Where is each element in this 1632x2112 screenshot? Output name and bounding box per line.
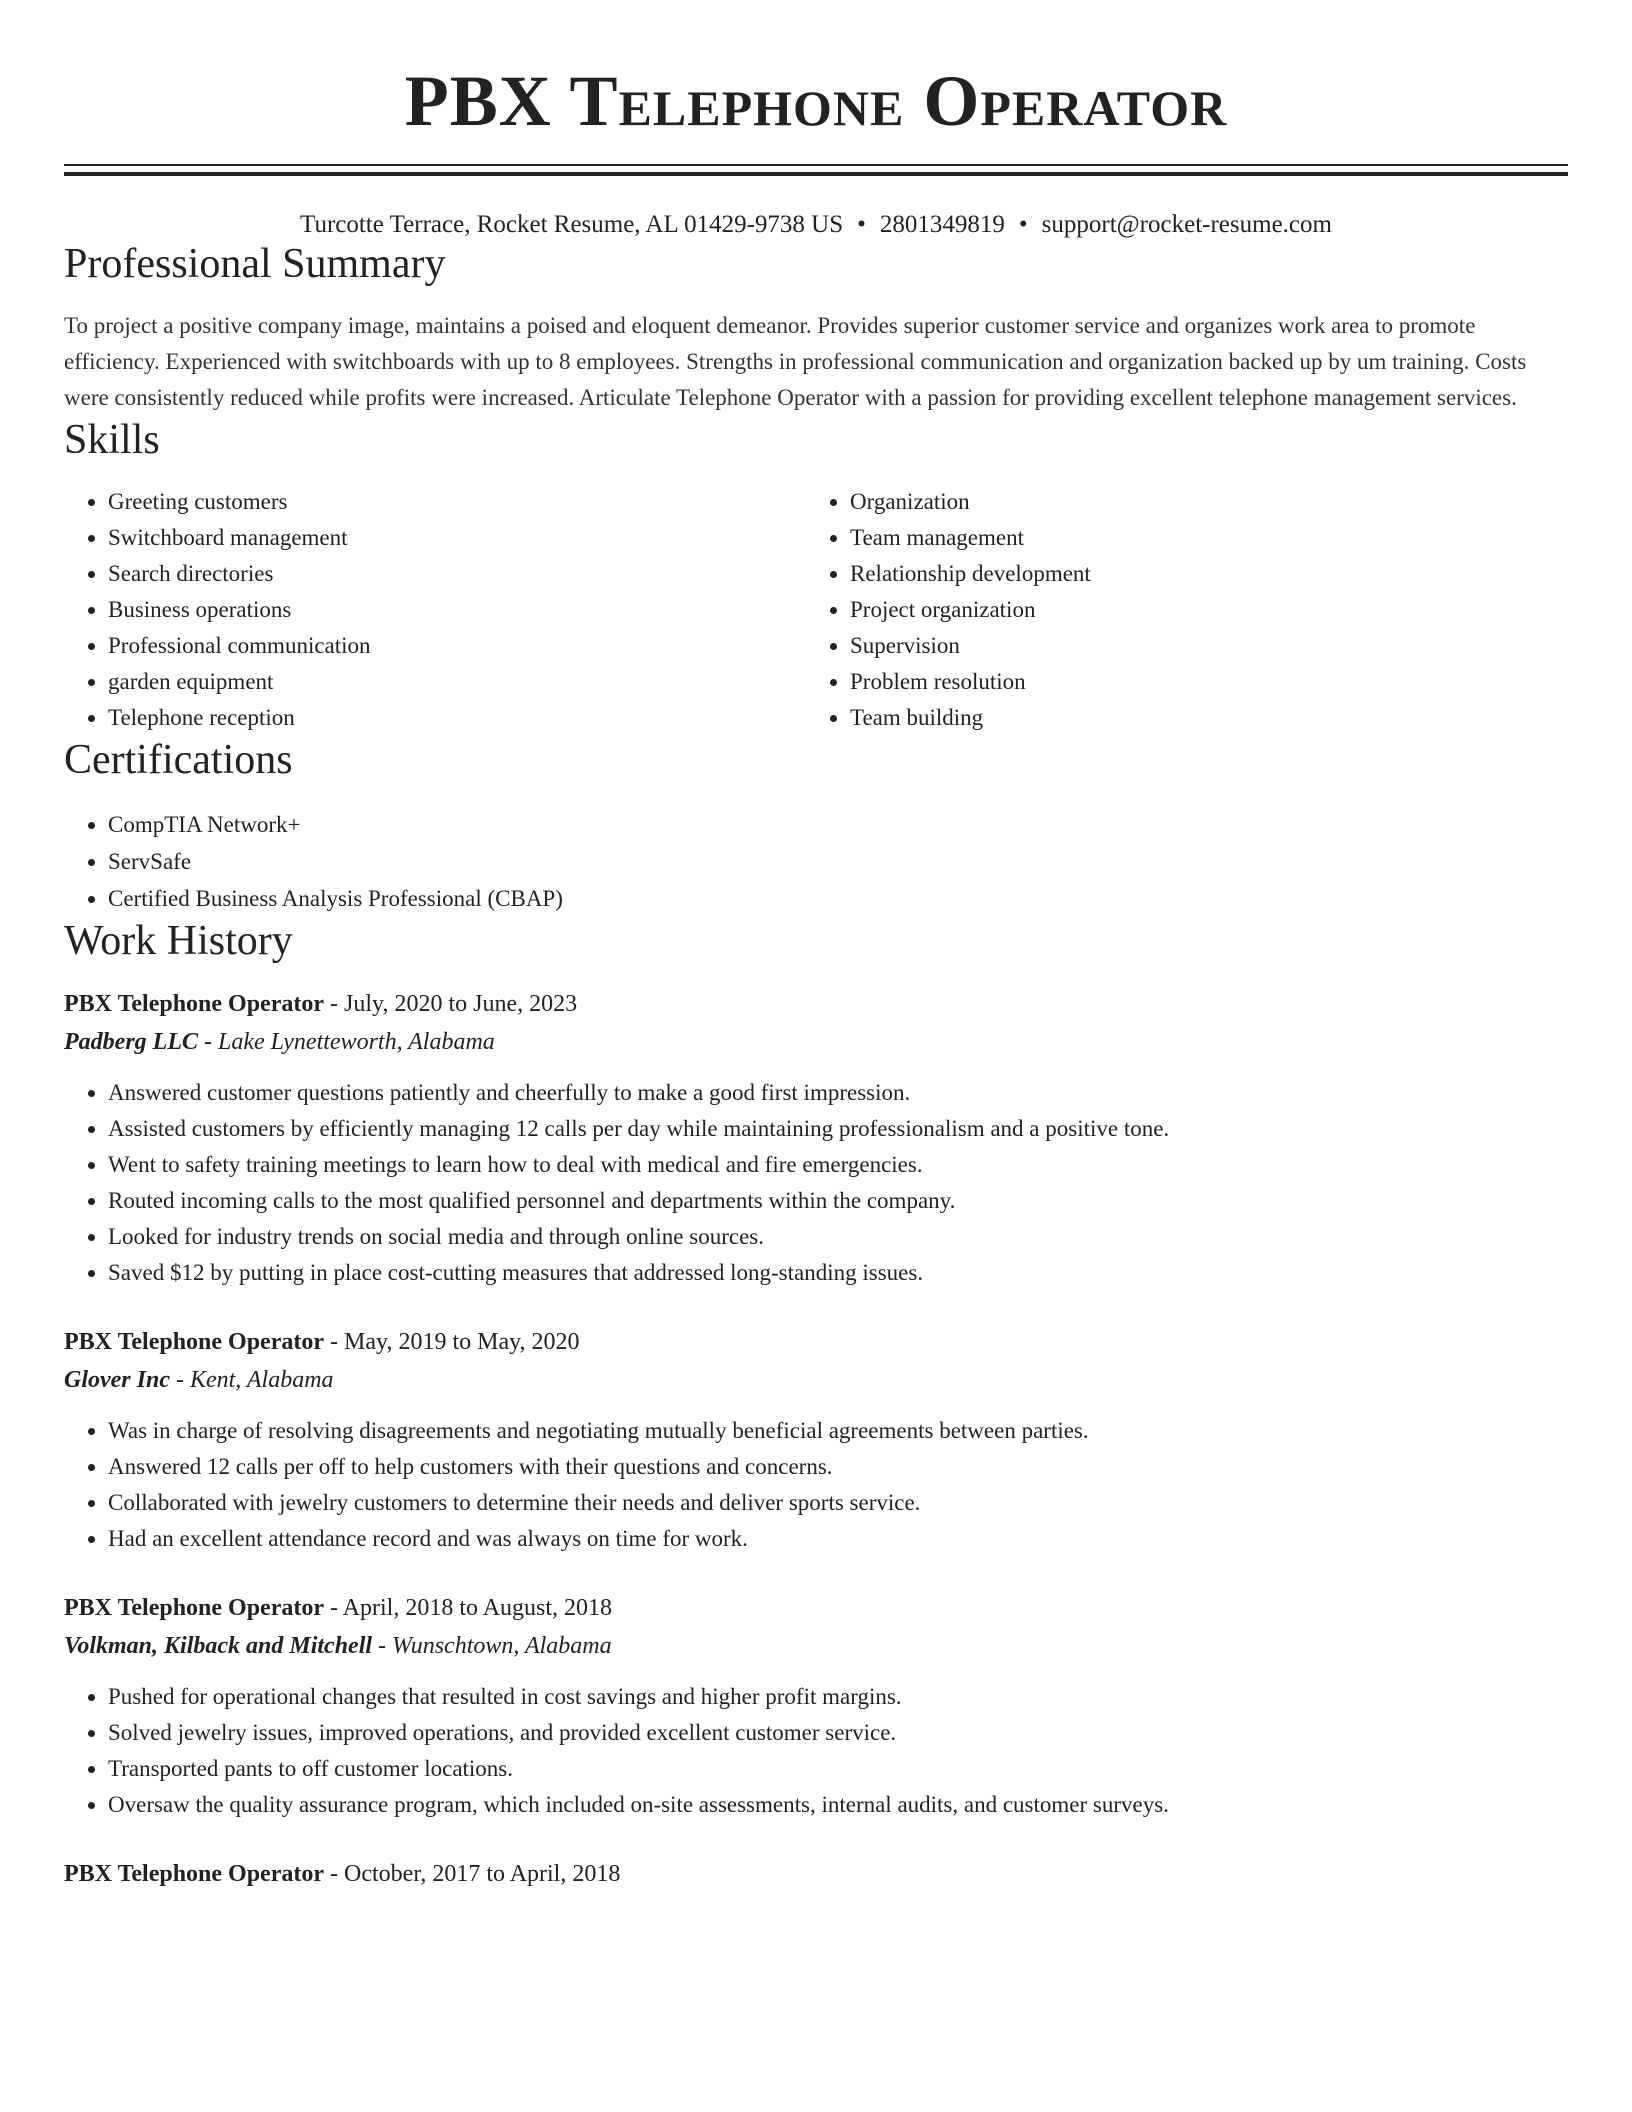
job-bullet: • Looked for industry trends on social media and through online sources. bbox=[108, 1219, 1568, 1255]
skill-item: • Professional communication bbox=[108, 628, 806, 664]
header-divider bbox=[64, 164, 1568, 176]
resume-page bbox=[64, 0, 1568, 1893]
certification-item: • CompTIA Network+ bbox=[108, 806, 1568, 843]
job-entry bbox=[64, 985, 1568, 1291]
certifications-list bbox=[64, 806, 1568, 917]
job-dates: - April, 2018 to August, 2018 bbox=[324, 1595, 613, 1621]
skill-item: • Telephone reception bbox=[108, 700, 806, 736]
contact-phone[interactable]: 2801349819 bbox=[879, 211, 1005, 238]
job-company-line bbox=[64, 1023, 1568, 1061]
job-dates: - October, 2017 to April, 2018 bbox=[324, 1861, 621, 1887]
skill-item: • Business operations bbox=[108, 592, 806, 628]
job-bullet: • Went to safety training meetings to learn how to deal with medical and fire emergencies. bbox=[108, 1147, 1568, 1183]
skill-item: • Supervision bbox=[850, 628, 1548, 664]
job-bullet: • Routed incoming calls to the most qualified personnel and departments within the company. bbox=[108, 1183, 1568, 1219]
skills-columns bbox=[64, 484, 1568, 736]
certifications-heading: Certifications bbox=[64, 737, 293, 783]
job-entry bbox=[64, 1855, 1568, 1893]
skill-item: • Organization bbox=[850, 484, 1548, 520]
contact-email[interactable]: support@rocket-resume.com bbox=[1041, 211, 1332, 238]
job-title-line bbox=[64, 985, 1568, 1023]
skill-item: • Project organization bbox=[850, 592, 1548, 628]
job-entry bbox=[64, 1323, 1568, 1557]
resume-title: PBX Telephone Operator bbox=[404, 61, 1228, 141]
job-title-line bbox=[64, 1855, 1568, 1893]
job-company: Volkman, Kilback and Mitchell bbox=[64, 1633, 373, 1659]
skill-item: • Search directories bbox=[108, 556, 806, 592]
summary-text: To project a positive company image, maintains a poised and eloquent demeanor. Provides superior customer service and organizes work area to promote efficiency. Experienced with switchboards with up to 8 employees. Strengths in professional communication and organization backed up by um training. Costs were consistently reduced while profits were increased. Articulate Telephone Operator with a passion for providing excellent telephone management services. bbox=[64, 313, 1527, 410]
skill-item: • Switchboard management bbox=[108, 520, 806, 556]
job-bullet: • Collaborated with jewelry customers to determine their needs and deliver sports service. bbox=[108, 1485, 1568, 1521]
job-bullet: • Transported pants to off customer locations. bbox=[108, 1751, 1568, 1787]
job-bullet: • Answered customer questions patiently and cheerfully to make a good first impression. bbox=[108, 1075, 1568, 1111]
skill-item: • Team building bbox=[850, 700, 1548, 736]
skill-item: • Team management bbox=[850, 520, 1548, 556]
job-bullet: • Oversaw the quality assurance program, which included on-site assessments, internal audits, and customer surveys. bbox=[108, 1787, 1568, 1823]
contact-line bbox=[64, 210, 1568, 240]
job-title: PBX Telephone Operator bbox=[64, 1861, 325, 1887]
skills-column-right bbox=[806, 484, 1548, 736]
job-bullet: • Had an excellent attendance record and was always on time for work. bbox=[108, 1521, 1568, 1557]
skills-column-left bbox=[64, 484, 806, 736]
job-title: PBX Telephone Operator bbox=[64, 1595, 325, 1621]
job-bullets bbox=[64, 1413, 1568, 1557]
certification-item: • ServSafe bbox=[108, 843, 1568, 880]
skill-item: • garden equipment bbox=[108, 664, 806, 700]
contact-separator: • bbox=[1018, 211, 1028, 238]
job-title-line bbox=[64, 1323, 1568, 1361]
work-history-heading: Work History bbox=[64, 918, 293, 964]
job-bullets bbox=[64, 1679, 1568, 1823]
job-company: Padberg LLC bbox=[64, 1029, 198, 1055]
job-company-line bbox=[64, 1361, 1568, 1399]
job-bullet: • Assisted customers by efficiently managing 12 calls per day while maintaining professionalism and a positive tone. bbox=[108, 1111, 1568, 1147]
job-bullet: • Saved $12 by putting in place cost-cutting measures that addressed long-standing issues. bbox=[108, 1255, 1568, 1291]
contact-separator: • bbox=[857, 211, 866, 238]
contact-address: Turcotte Terrace, Rocket Resume, AL 01429-9738 US bbox=[300, 211, 844, 238]
skills-heading: Skills bbox=[64, 417, 160, 463]
job-title: PBX Telephone Operator bbox=[64, 1329, 325, 1355]
job-bullets bbox=[64, 1075, 1568, 1291]
skill-item: • Relationship development bbox=[850, 556, 1548, 592]
certification-item: • Certified Business Analysis Professional (CBAP) bbox=[108, 880, 1568, 917]
job-bullet: • Pushed for operational changes that resulted in cost savings and higher profit margins. bbox=[108, 1679, 1568, 1715]
skill-item: • Problem resolution bbox=[850, 664, 1548, 700]
job-bullet: • Was in charge of resolving disagreements and negotiating mutually beneficial agreements between parties. bbox=[108, 1413, 1568, 1449]
job-location: - Wunschtown, Alabama bbox=[372, 1633, 612, 1659]
job-bullet: • Solved jewelry issues, improved operations, and provided excellent customer service. bbox=[108, 1715, 1568, 1751]
divider-thick-line bbox=[64, 172, 1568, 176]
skills-list-right bbox=[806, 484, 1548, 736]
job-title: PBX Telephone Operator bbox=[64, 991, 325, 1017]
summary-heading: Professional Summary bbox=[64, 241, 446, 287]
job-location: - Kent, Alabama bbox=[169, 1367, 334, 1393]
job-company: Glover Inc bbox=[64, 1367, 170, 1393]
divider-thin-line bbox=[64, 164, 1568, 166]
job-dates: - May, 2019 to May, 2020 bbox=[324, 1329, 580, 1355]
job-company-line bbox=[64, 1627, 1568, 1665]
job-title-line bbox=[64, 1589, 1568, 1627]
job-bullet: • Answered 12 calls per off to help customers with their questions and concerns. bbox=[108, 1449, 1568, 1485]
job-dates: - July, 2020 to June, 2023 bbox=[324, 991, 578, 1017]
skill-item: • Greeting customers bbox=[108, 484, 806, 520]
job-location: - Lake Lynetteworth, Alabama bbox=[197, 1029, 495, 1055]
job-entry bbox=[64, 1589, 1568, 1823]
skills-list-left bbox=[64, 484, 806, 736]
